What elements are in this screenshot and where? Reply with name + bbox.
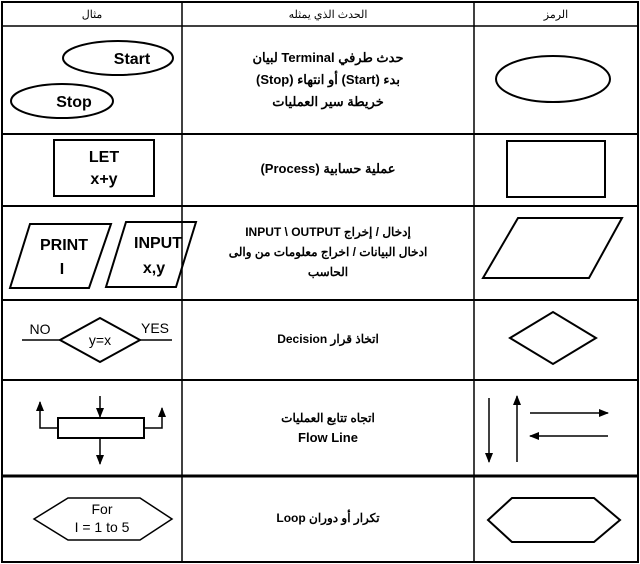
desc-terminal-line2: بدء (Start) أو انتهاء (Stop) bbox=[256, 72, 400, 87]
row-loop bbox=[34, 498, 620, 542]
example-print-line1: PRINT bbox=[40, 237, 88, 254]
desc-flowline-line1: اتجاه تتابع العمليات bbox=[281, 411, 375, 425]
desc-io-line3: الحاسب bbox=[307, 265, 349, 279]
example-print-line2: I bbox=[59, 261, 65, 278]
desc-decision: اتخاذ قرار Decision bbox=[277, 332, 379, 346]
example-let-line2: x+y bbox=[90, 171, 118, 188]
process-symbol bbox=[507, 141, 605, 197]
example-let-line1: LET bbox=[88, 149, 120, 166]
example-flow-arrow-left bbox=[40, 402, 58, 428]
row-process bbox=[54, 140, 605, 197]
desc-process: عملية حسابية (Process) bbox=[260, 161, 396, 176]
desc-terminal-line3: خريطة سير العمليات bbox=[272, 94, 384, 109]
example-decision-no: NO bbox=[29, 321, 51, 337]
example-flow-box bbox=[58, 418, 144, 438]
desc-terminal-line1: حدث طرفي Terminal لبيان bbox=[252, 50, 404, 65]
decision-symbol bbox=[510, 312, 596, 364]
example-flow-arrow-right bbox=[144, 408, 162, 428]
desc-loop: تكرار أو دوران Loop bbox=[276, 511, 380, 525]
example-decision-condition: y=x bbox=[88, 332, 112, 348]
example-loop-line2: I = 1 to 5 bbox=[74, 519, 130, 535]
example-loop-line1: For bbox=[91, 501, 113, 517]
row-decision bbox=[22, 312, 596, 364]
example-print-parallelogram bbox=[10, 224, 111, 288]
desc-io-line1: إدخال / إخراج INPUT \ OUTPUT bbox=[245, 225, 411, 239]
desc-flowline-line2: Flow Line bbox=[298, 430, 358, 445]
header-event: الحدث الذي يمثله bbox=[288, 9, 368, 21]
desc-io-line2: ادخال البيانات / اخراج معلومات من والى bbox=[228, 245, 428, 259]
io-symbol bbox=[483, 218, 622, 278]
example-stop-label: Stop bbox=[56, 94, 92, 111]
example-decision-yes: YES bbox=[140, 320, 170, 336]
example-input-line2: x,y bbox=[142, 260, 166, 277]
loop-symbol bbox=[488, 498, 620, 542]
example-start-label: Start bbox=[113, 51, 151, 68]
header-example: مثال bbox=[81, 9, 103, 21]
row-io bbox=[10, 218, 622, 288]
example-input-line1: INPUT bbox=[134, 235, 182, 252]
row-terminal bbox=[11, 41, 610, 118]
terminal-symbol bbox=[496, 56, 610, 102]
header-symbol: الرمز bbox=[543, 9, 569, 21]
